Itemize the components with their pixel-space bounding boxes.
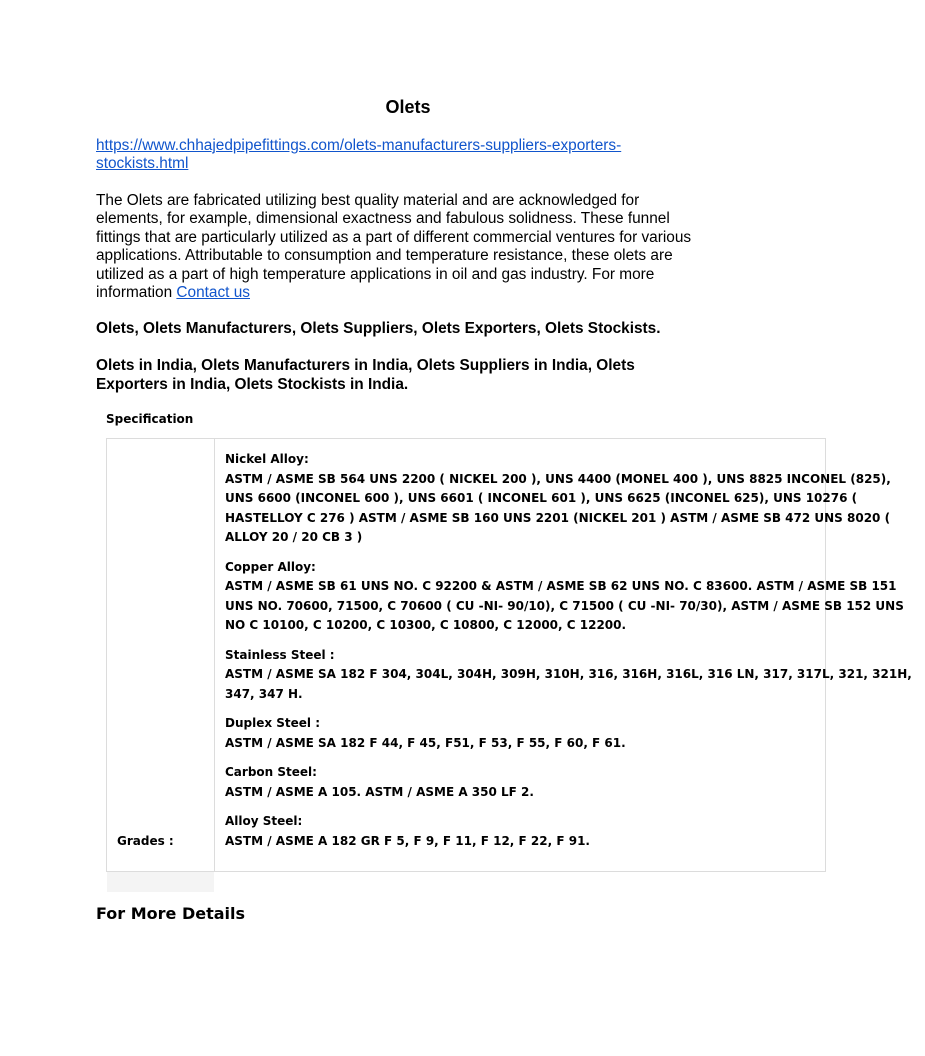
grade-group-carbon-steel	[225, 763, 925, 802]
grade-group-alloy-steel	[225, 812, 925, 851]
grade-group-heading: Stainless Steel :	[225, 647, 335, 662]
grade-group-line: 347, 347 H.	[225, 686, 303, 701]
description-line: applications. Attributable to consumption and temperature resistance, these olets are	[96, 247, 673, 265]
keywords-india-line-1: Olets in India, Olets Manufacturers in India, Olets Suppliers in India, Olets	[96, 357, 635, 374]
grade-group-line: ASTM / ASME A 182 GR F 5, F 9, F 11, F 12, F 22, F 91.	[225, 833, 590, 848]
specification-heading: Specification	[106, 412, 194, 426]
product-url-line-2: stockists.html	[96, 155, 189, 173]
grade-group-copper-alloy	[225, 558, 925, 636]
grade-group-line: UNS NO. 70600, 71500, C 70600 ( CU -NI- 90/10), C 71500 ( CU -NI- 70/30), ASTM / ASME SB 152 UNS	[225, 598, 904, 613]
grade-group-line: ASTM / ASME SA 182 F 44, F 45, F51, F 53, F 55, F 60, F 61.	[225, 735, 626, 750]
product-url-link[interactable]	[96, 137, 716, 173]
description-line: The Olets are fabricated utilizing best quality material and are acknowledged for	[96, 192, 640, 209]
table-column-divider	[214, 439, 215, 872]
grade-group-line: NO C 10100, C 10200, C 10300, C 10800, C 12000, C 12200.	[225, 618, 627, 632]
description-line: utilized as a part of high temperature applications in oil and gas industry. For more	[96, 265, 655, 283]
description-line: elements, for example, dimensional exactness and fabulous solidness. These funnel	[96, 210, 670, 228]
grade-group-heading: Alloy Steel:	[225, 814, 303, 828]
grades-label: Grades :	[117, 834, 174, 848]
grade-group-heading: Carbon Steel:	[225, 765, 317, 779]
grade-group-nickel-alloy	[225, 450, 925, 548]
contact-us-link[interactable]: Contact us	[176, 284, 250, 302]
grade-group-stainless-steel	[225, 646, 925, 705]
product-url-line-1: https://www.chhajedpipefittings.com/olets-manufacturers-suppliers-exporters-	[96, 137, 622, 154]
for-more-details-heading: For More Details	[96, 904, 246, 923]
grade-group-line: UNS 6600 (INCONEL 600 ), UNS 6601 ( INCONEL 601 ), UNS 6625 (INCONEL 625), UNS 10276 (	[225, 491, 858, 505]
description-paragraph	[96, 192, 736, 302]
grade-group-heading: Duplex Steel :	[225, 716, 321, 730]
grade-group-line: ASTM / ASME SB 564 UNS 2200 ( NICKEL 200 ), UNS 4400 (MONEL 400 ), UNS 8825 INCONEL (825),	[225, 471, 891, 486]
grades-content	[225, 450, 925, 861]
grade-group-heading: Copper Alloy:	[225, 559, 316, 574]
grade-group-line: ASTM / ASME SA 182 F 304, 304L, 304H, 309H, 310H, 316, 316H, 316L, 316 LN, 317, 317L, 321, 321H,	[225, 667, 912, 681]
keywords-line: Olets, Olets Manufacturers, Olets Suppliers, Olets Exporters, Olets Stockists.	[96, 320, 661, 337]
page-title: Olets	[385, 97, 431, 117]
grade-group-line: ASTM / ASME A 105. ASTM / ASME A 350 LF 2.	[225, 784, 534, 799]
grade-group-heading: Nickel Alloy:	[225, 452, 309, 466]
grade-group-line: ALLOY 20 / 20 CB 3 )	[225, 530, 363, 544]
keywords-india-line-2: Exporters in India, Olets Stockists in India.	[96, 375, 409, 393]
grade-group-duplex-steel	[225, 714, 925, 753]
grade-group-line: HASTELLOY C 276 ) ASTM / ASME SB 160 UNS 2201 (NICKEL 201 ) ASTM / ASME SB 472 UNS 8020 (	[225, 510, 891, 525]
description-line: fittings that are particularly utilized as a part of different commercial ventures for various	[96, 228, 692, 246]
description-line-prefix: information	[96, 284, 177, 302]
keywords-india	[96, 357, 716, 394]
table-cell-shade	[107, 872, 214, 892]
grade-group-line: ASTM / ASME SB 61 UNS NO. C 92200 & ASTM / ASME SB 62 UNS NO. C 83600. ASTM / ASME SB 151	[225, 579, 897, 593]
